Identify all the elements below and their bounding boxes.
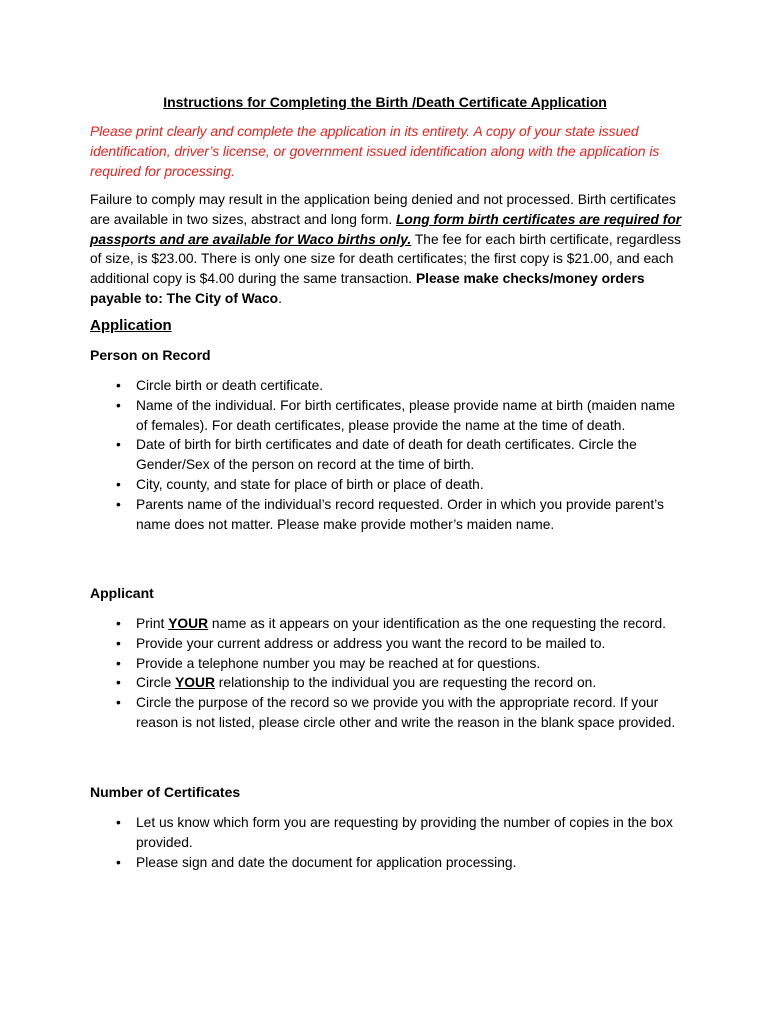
- bullet-icon: •: [116, 635, 121, 651]
- bullet-icon: •: [116, 496, 121, 512]
- bullet-icon: •: [116, 655, 121, 671]
- intro-paragraph: [90, 190, 690, 309]
- number-of-certificates-list: [90, 813, 690, 872]
- applicant-heading: Applicant: [90, 585, 154, 601]
- page-title: Instructions for Completing the Birth /Death Certificate Application: [163, 94, 607, 110]
- list-item: • Provide your current address or address you want the record to be mailed to.: [90, 634, 690, 654]
- bullet-icon: •: [116, 616, 121, 631]
- intro-text-1: Failure to comply may result in the application being denied and not processed. Birth certificates are available in two sizes, abstract and long form.: [90, 192, 676, 227]
- list-item: • Parents name of the individual’s record requested. Order in which you provide parent’s name does not matter. Please make provide mother’s maiden name.: [116, 496, 664, 532]
- bullet-icon: •: [116, 378, 121, 393]
- list-item: • City, county, and state for place of birth or place of death.: [90, 475, 690, 495]
- list-item: • Circle the purpose of the record so we provide you with the appropriate record. If your reason is not listed, please circle other and write the reason in the blank space provided.: [116, 695, 676, 730]
- applicant-list: [90, 614, 690, 733]
- application-heading: Application: [90, 317, 172, 334]
- intro-text-2: The fee for each birth certificate, regardless of size, is $23.00. There is only one size for death certificates; the first copy is $21.00, and each additional copy is $4.00 during the same transaction.: [90, 231, 681, 287]
- list-item: • Let us know which form you are requesting by providing the number of copies in the box provided.: [116, 815, 673, 850]
- bullet-icon: •: [116, 854, 121, 870]
- person-on-record-list: [90, 376, 690, 534]
- number-of-certificates-heading: Number of Certificates: [90, 784, 241, 800]
- bullet-icon: •: [116, 815, 121, 830]
- bullet-icon: •: [116, 675, 121, 691]
- intro-notice: Please print clearly and complete the application in its entirety. A copy of your state issued identification, driver’s license, or government issued identification along with the application is required for processing.: [90, 124, 660, 179]
- list-item: • Date of birth for birth certificates and date of death for death certificates. Circle the Gender/Sex of the person on record at the time of birth.: [116, 437, 637, 473]
- list-item: • Circle YOUR relationship to the individual you are requesting the record on.: [90, 673, 690, 693]
- list-item: • Please sign and date the document for application processing.: [90, 853, 690, 873]
- bullet-icon: •: [116, 397, 121, 413]
- bullet-icon: •: [116, 437, 121, 453]
- intro-text-end: .: [278, 290, 282, 306]
- list-item: • Name of the individual. For birth certificates, please provide name at birth (maiden name of females). For death certificates, please provide the name at the time of death.: [116, 397, 676, 433]
- bullet-icon: •: [116, 476, 121, 492]
- list-item: • Provide a telephone number you may be reached at for questions.: [90, 654, 690, 674]
- person-on-record-heading: Person on Record: [90, 347, 211, 363]
- payable-to-notice: Please make checks/money orders payable to: The City of Waco: [90, 271, 645, 306]
- bullet-icon: •: [116, 695, 121, 711]
- long-form-notice: Long form birth certificates are required for passports and are available for Waco births only.: [90, 211, 682, 247]
- list-item: • Print YOUR name as it appears on your identification as the one requesting the record.: [90, 614, 690, 634]
- list-item: • Circle birth or death certificate.: [90, 376, 690, 396]
